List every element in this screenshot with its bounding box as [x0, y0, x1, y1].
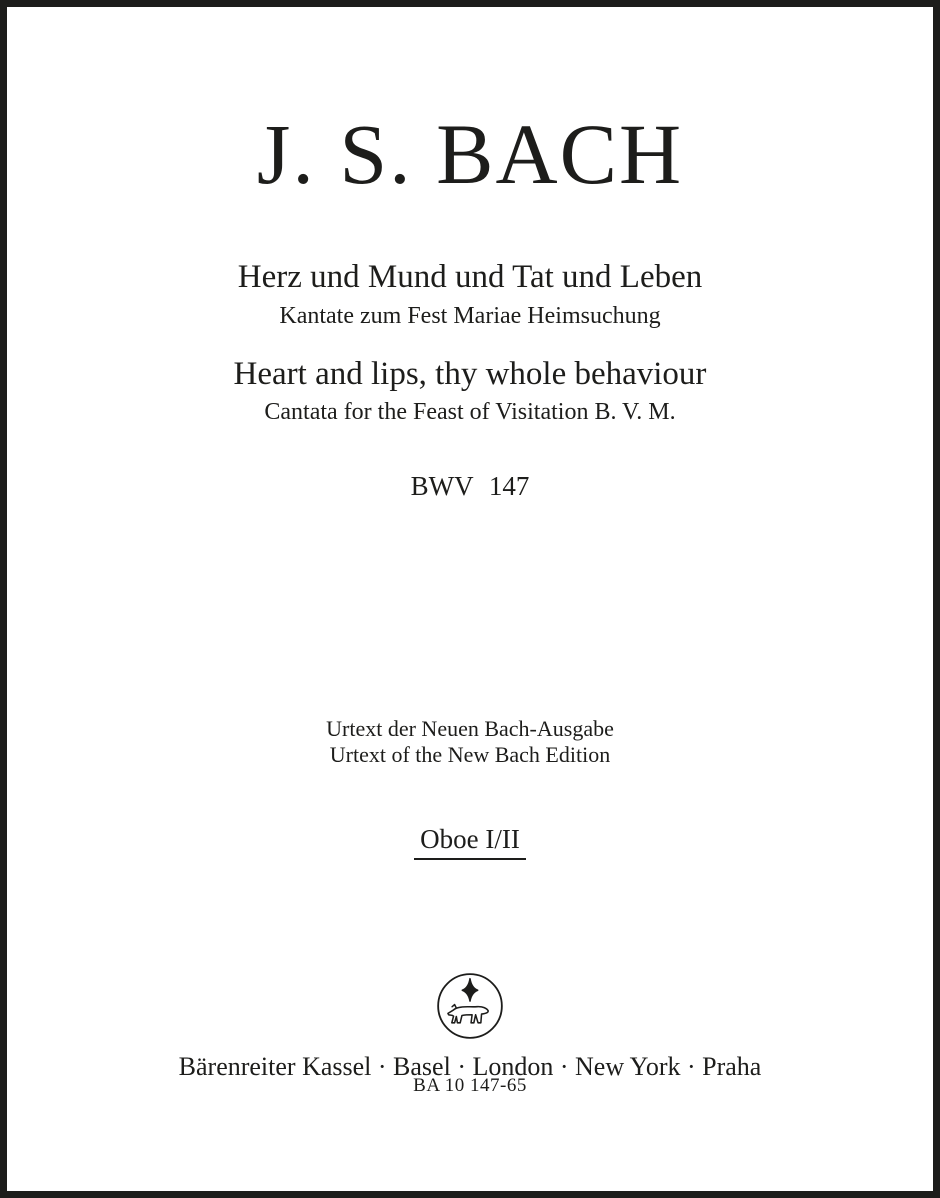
catalog-number: BWV 147 [410, 471, 530, 501]
urtext-line-english: Urtext of the New Bach Edition [329, 742, 611, 767]
urtext-line-german: Urtext der Neuen Bach-Ausgabe [326, 716, 614, 741]
work-title-german: Herz und Mund und Tat und Leben [237, 259, 703, 295]
bear-icon [448, 1007, 488, 1023]
plate-number: BA 10 147-65 [413, 1075, 527, 1096]
publisher-logo [7, 971, 933, 1046]
composer-name: J. S. BACH [256, 106, 684, 202]
barenreiter-bear-and-star-logo-icon [435, 971, 505, 1041]
urtext-note [7, 716, 933, 768]
star-icon [462, 979, 477, 1001]
work-title-english: Heart and lips, thy whole behaviour [233, 356, 707, 392]
publisher-imprint-line: Bärenreiter Kassel · Basel · London · New York · Praha [178, 1052, 762, 1081]
bear-ear-icon [452, 1005, 456, 1008]
part-name-wrap [7, 823, 933, 860]
part-name: Oboe I/II [414, 823, 526, 860]
work-subtitle-english: Cantata for the Feast of Visitation B. V. M. [264, 399, 676, 425]
work-subtitle-german: Kantate zum Fest Mariae Heimsuchung [279, 303, 661, 329]
